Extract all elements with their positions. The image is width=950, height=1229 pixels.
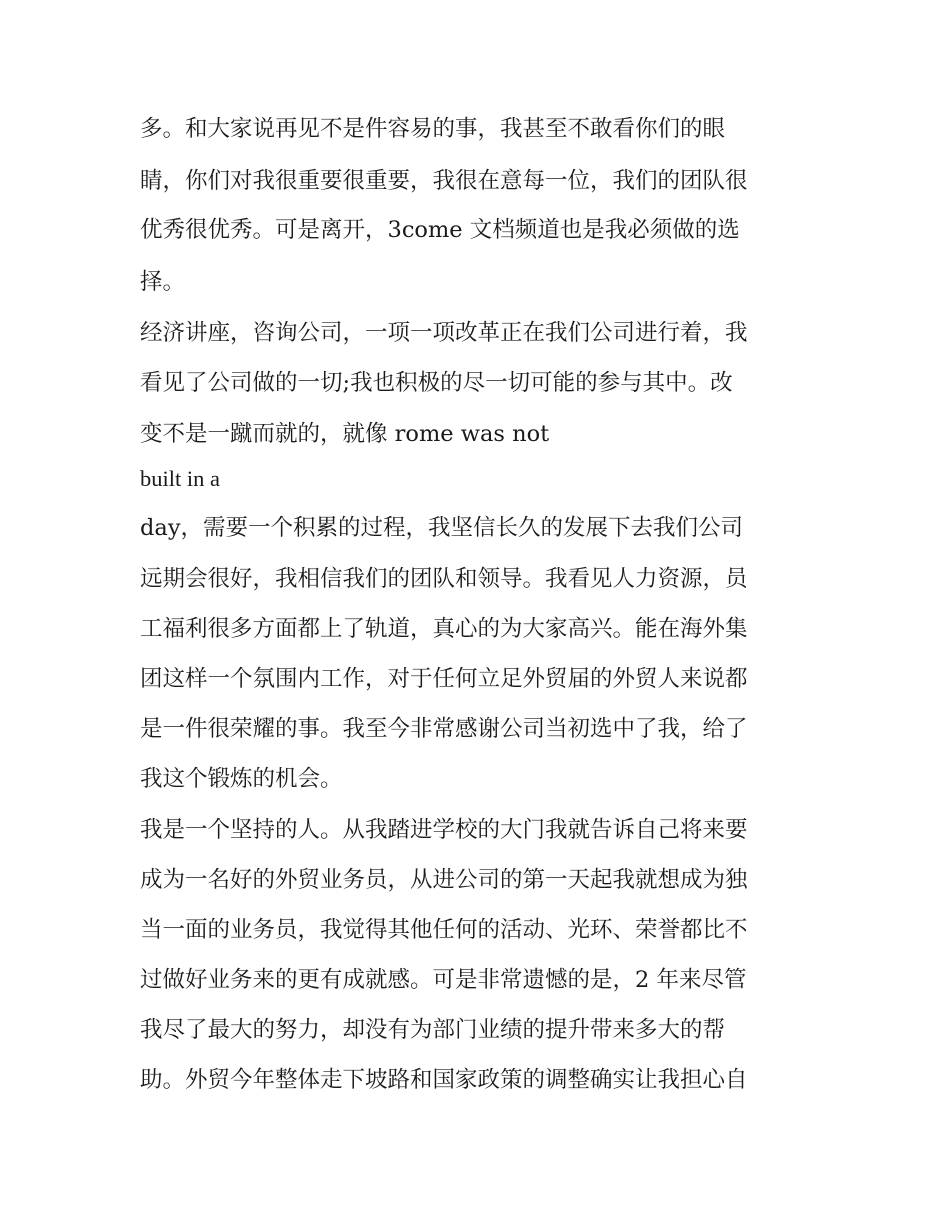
text-line: 多。和大家说再见不是件容易的事，我甚至不敢看你们的眼 — [140, 116, 726, 142]
text-line: built in a — [140, 466, 220, 491]
text-line: day，需要一个积累的过程，我坚信长久的发展下去我们公司 — [140, 515, 744, 541]
text-line: 我这个锻炼的机会。 — [140, 766, 343, 792]
text-line: 变不是一蹴而就的，就像 rome was not — [140, 421, 550, 447]
text-line: 优秀很优秀。可是离开，3come 文档频道也是我必须做的选 — [140, 217, 740, 243]
text-line: 工福利很多方面都上了轨道，真心的为大家高兴。能在海外集 — [140, 616, 748, 642]
text-line: 当一面的业务员，我觉得其他任何的活动、光环、荣誉都比不 — [140, 917, 748, 943]
text-line: 远期会很好，我相信我们的团队和领导。我看见人力资源，员 — [140, 566, 748, 592]
text-line: 看见了公司做的一切;我也积极的尽一切可能的参与其中。改 — [140, 370, 733, 396]
text-line: 我是一个坚持的人。从我踏进学校的大门我就告诉自己将来要 — [140, 817, 748, 843]
text-line: 我尽了最大的努力，却没有为部门业绩的提升带来多大的帮 — [140, 1017, 726, 1043]
text-line: 成为一名好的外贸业务员，从进公司的第一天起我就想成为独 — [140, 867, 748, 893]
text-line: 择。 — [140, 269, 186, 295]
text-line: 助。外贸今年整体走下坡路和国家政策的调整确实让我担心自 — [140, 1067, 748, 1093]
text-line: 是一件很荣耀的事。我至今非常感谢公司当初选中了我，给了 — [140, 716, 748, 742]
text-line: 经济讲座，咨询公司，一项一项改革正在我们公司进行着，我 — [140, 320, 748, 346]
text-line: 过做好业务来的更有成就感。可是非常遗憾的是，2 年来尽管 — [140, 967, 747, 993]
text-line: 睛，你们对我很重要很重要，我很在意每一位，我们的团队很 — [140, 168, 748, 194]
text-line: 团这样一个氛围内工作，对于任何立足外贸届的外贸人来说都 — [140, 666, 748, 692]
